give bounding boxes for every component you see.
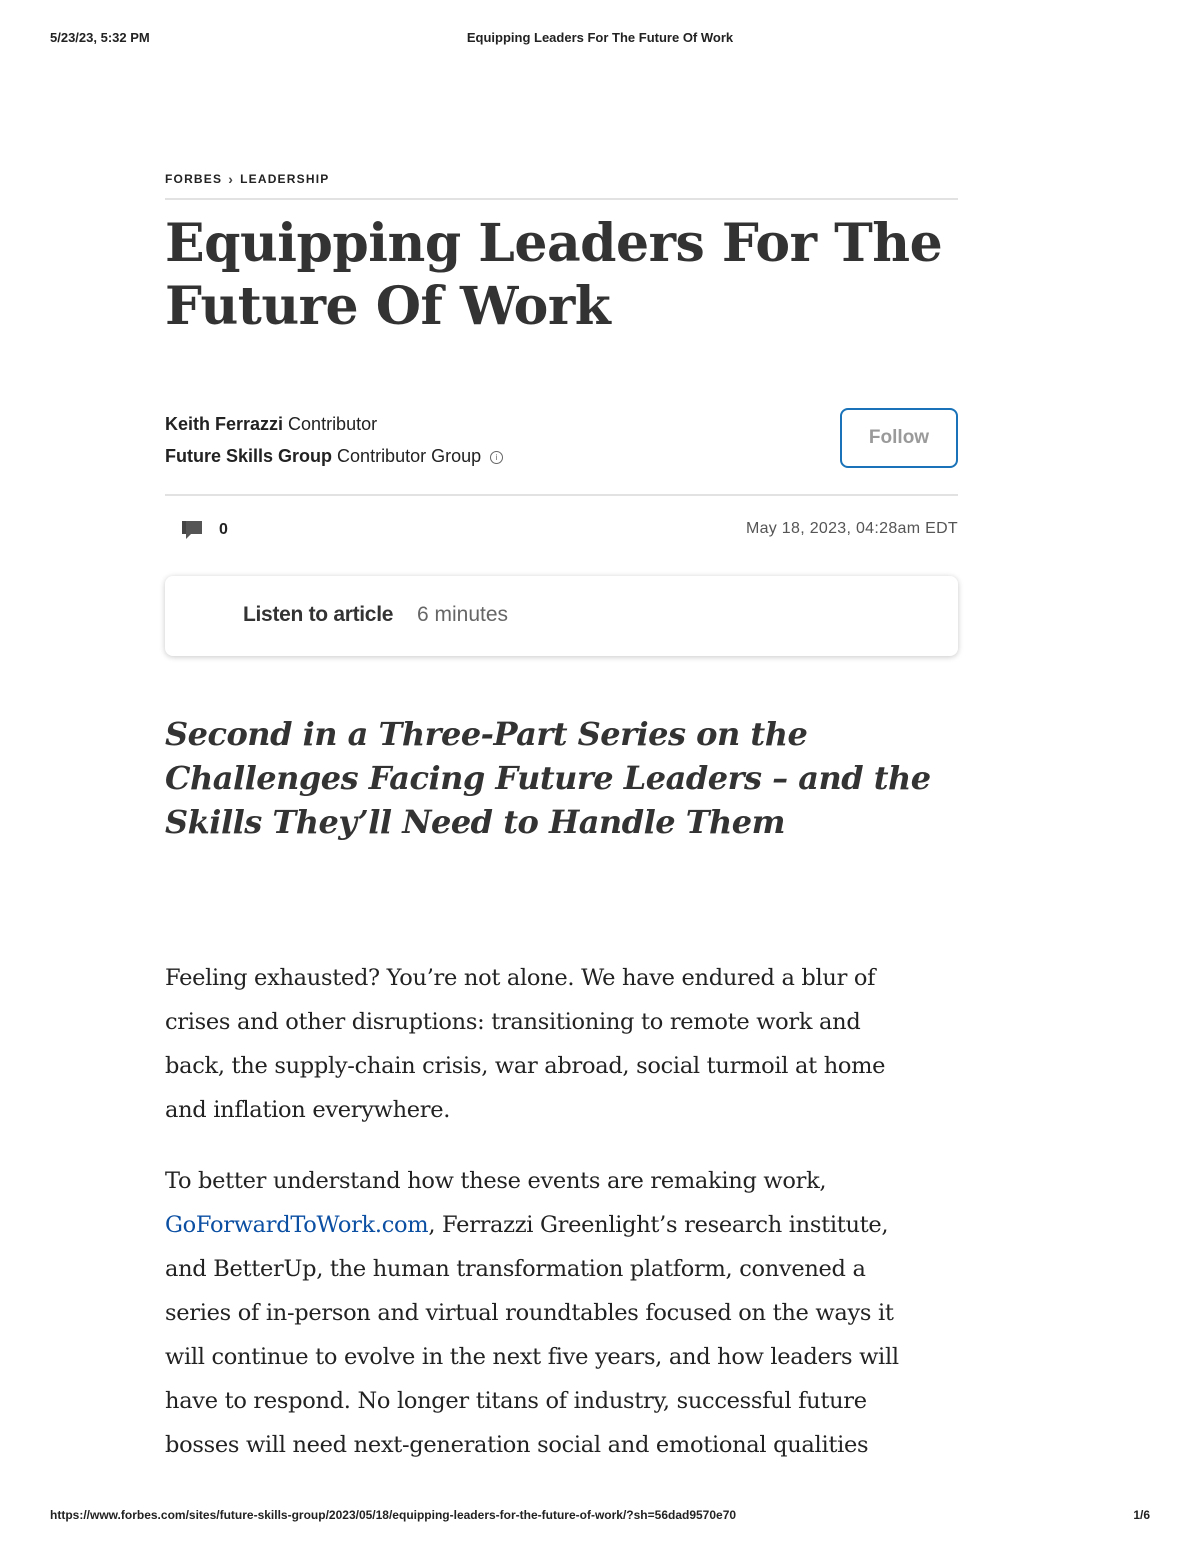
comment-count: 0 <box>219 521 228 538</box>
info-icon[interactable]: i <box>490 451 503 464</box>
group-line <box>165 446 503 467</box>
comment-icon <box>181 520 203 540</box>
group-name-link[interactable]: Future Skills Group <box>165 446 333 466</box>
breadcrumb <box>165 168 958 190</box>
comments-link[interactable] <box>181 520 228 540</box>
publish-timestamp: May 18, 2023, 04:28am EDT <box>745 520 958 537</box>
author-role: Contributor <box>288 414 378 434</box>
subhead-line: Skills They’ll Need to Handle Them <box>165 803 786 841</box>
text-line: Feeling exhausted? You’re not alone. We have endured a blur of <box>165 965 876 991</box>
text-line: back, the supply-chain crisis, war abroad, social turmoil at home <box>165 1053 886 1079</box>
breadcrumb-site-link[interactable]: FORBES <box>165 172 223 186</box>
headline-line: Equipping Leaders For The <box>165 213 943 274</box>
text-line: crises and other disruptions: transitioning to remote work and <box>165 1009 861 1035</box>
print-page-number: 1/6 <box>1133 1508 1150 1522</box>
text-line: bosses will need next-generation social and emotional qualities <box>165 1432 869 1458</box>
article-body <box>165 956 958 1467</box>
paragraph <box>165 956 958 1132</box>
listen-duration: 6 minutes <box>417 603 509 626</box>
text-line: and BetterUp, the human transformation platform, convened a <box>165 1256 866 1282</box>
text-line: will continue to evolve in the next five years, and how leaders will <box>165 1344 899 1370</box>
follow-button[interactable]: Follow <box>840 408 958 468</box>
article-subhead <box>165 712 958 844</box>
print-datetime: 5/23/23, 5:32 PM <box>50 30 150 45</box>
byline <box>165 408 958 492</box>
print-url: https://www.forbes.com/sites/future-skills-group/2023/05/18/equipping-leaders-for-the-future-of-work/?sh=56dad9570e70 <box>50 1508 737 1522</box>
subhead-line: Challenges Facing Future Leaders – and the <box>165 759 931 797</box>
group-role: Contributor Group <box>337 446 482 466</box>
author-name-link[interactable]: Keith Ferrazzi <box>165 414 284 434</box>
subhead-line: Second in a Three-Part Series on the <box>165 715 808 753</box>
author-line <box>165 414 377 435</box>
meta-row <box>165 496 958 562</box>
goforwardtowork-link[interactable]: GoForwardToWork.com <box>165 1212 429 1238</box>
article <box>165 168 958 1494</box>
paragraph <box>165 1159 958 1467</box>
print-title: Equipping Leaders For The Future Of Work <box>466 30 734 45</box>
print-footer <box>50 1508 1150 1528</box>
print-header <box>50 30 1150 50</box>
page-title <box>165 212 958 338</box>
breadcrumb-section-link[interactable]: LEADERSHIP <box>240 172 330 186</box>
headline-line: Future Of Work <box>165 276 611 337</box>
text-line: have to respond. No longer titans of industry, successful future <box>165 1388 867 1414</box>
listen-label: Listen to article <box>243 603 394 626</box>
listen-to-article-player[interactable] <box>165 576 958 656</box>
chevron-right-icon: › <box>228 171 235 187</box>
text-line: series of in-person and virtual roundtables focused on the ways it <box>165 1300 894 1326</box>
text-line: To better understand how these events are remaking work, <box>165 1168 827 1194</box>
breadcrumb-divider <box>165 198 958 200</box>
text-line: , Ferrazzi Greenlight’s research institute, <box>428 1212 889 1238</box>
text-line: and inflation everywhere. <box>165 1097 451 1123</box>
